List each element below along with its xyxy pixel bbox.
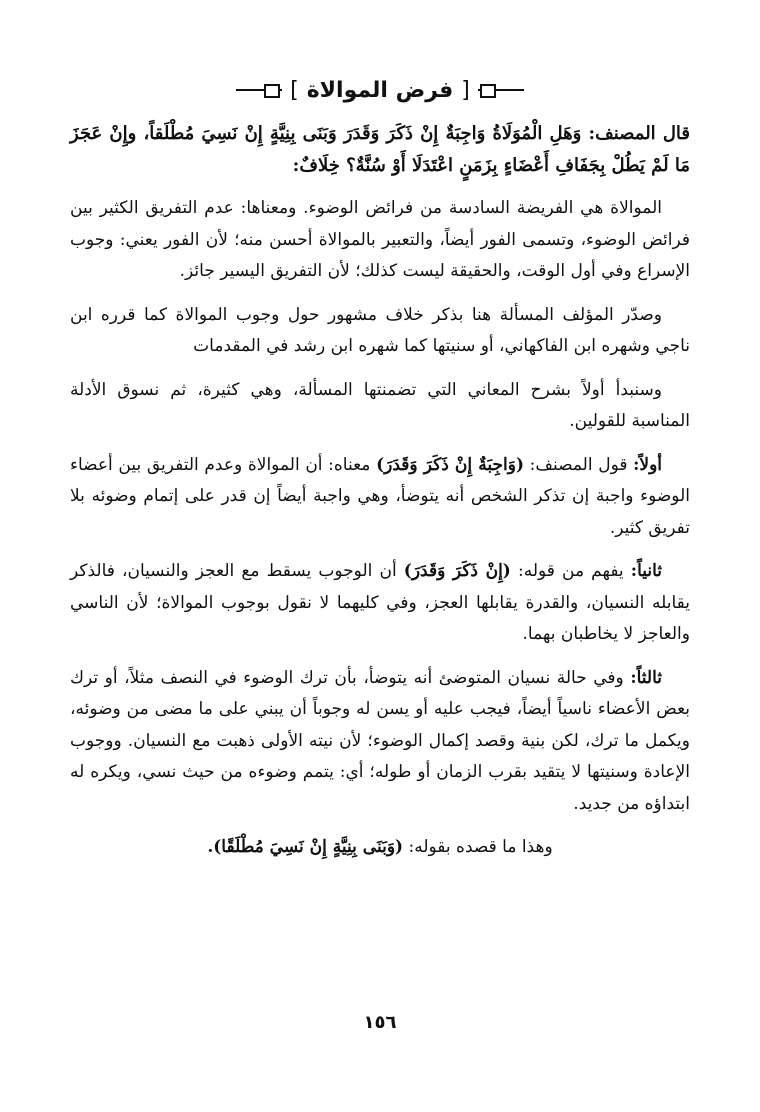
- conclusion-pre: وهذا ما قصده بقوله:: [408, 837, 553, 857]
- page-body: [70, 118, 690, 876]
- first-pre: قول المصنف:: [529, 454, 628, 475]
- chapter-heading: [236, 78, 524, 103]
- paragraph-conclusion: [70, 832, 690, 864]
- third-rest: وفي حالة نسيان المتوضئ أنه يتوضأ، بأن ترك الوضوء في النصف مثلاً، أو ترك بعض الأعضاء ناسياً أيضاً، فيجب عليه أو يسن له وجوباً أن يبني على ما مضى من وضوئه، ويكمل ما ترك، لكن بنية وقصد إكمال الوضوء؛ لأن نيته الأولى ذهبت مع النسيان. ووجوب الإعادة وسنيتها لا يتقيد بقرب الزمان أو طوله؛ أي: يتمم وضوءه من حيث نسي، ويكره له ابتداؤه من جديد.: [70, 667, 690, 814]
- second-quote: (إِنْ ذَكَرَ وَقَدَرَ): [403, 561, 511, 581]
- author-quote-text: وَهَلِ الْمُوَلَاةُ وَاجِبَةٌ إِنْ ذَكَرَ وَقَدَرَ وَبَنَى بِنِيَّةٍ إِنْ نَسِيَ مُطْلَقاً، وإِنْ عَجَزَ مَا لَمْ يَطُلْ بِجَفَافِ أَعْضَاءٍ بِزَمَنٍ اعْتَدَلَا أَوْ سُنَّةٌ؟ خِلَافٌ:: [70, 123, 690, 176]
- paragraph-second: [70, 556, 690, 651]
- paragraph-definition: الموالاة هي الفريضة السادسة من فرائض الوضوء. ومعناها: عدم التفريق الكثير بين فرائض الوضوء، وتسمى الفور أيضاً، والتعبير بالموالاة أحسن منه؛ لأن الفور يعني: وجوب الإسراع وفي أول الوقت، والحقيقة ليست كذلك؛ لأن التفريق اليسير جائز.: [70, 198, 690, 281]
- conclusion-quote: (وَبَنَى بِنِيَّةٍ إِنْ نَسِيَ مُطْلَقًا).: [207, 837, 404, 857]
- second-label: ثانياً:: [630, 561, 663, 581]
- paragraph-plan: وسنبدأ أولاً بشرح المعاني التي تضمنتها المسألة، وهي كثيرة، ثم نسوق الأدلة المناسبة للقولين.: [70, 379, 690, 431]
- first-label: أولاً:: [633, 454, 663, 475]
- chapter-heading-row: [0, 70, 760, 110]
- first-quote: (وَاجِبَةٌ إِنْ ذَكَرَ وَقَدَرَ): [376, 454, 525, 475]
- heading-bracket-open: [: [461, 77, 470, 103]
- author-quote-label: قال المصنف:: [588, 123, 690, 144]
- heading-ornament-right: [478, 84, 524, 96]
- paragraph-first: [70, 450, 690, 545]
- paragraph-dispute: وصدّر المؤلف المسألة هنا بذكر خلاف مشهور حول وجوب الموالاة كما قرره ابن ناجي وشهره ابن الفاكهاني، أو سنيتها كما شهره ابن رشد في المقدمات: [70, 304, 690, 356]
- second-rest: أن الوجوب يسقط مع العجز والنسيان، فالذكر يقابله النسيان، والقدرة يقابلها العجز، وفي كليهما لا نقول بوجوب الموالاة؛ لأن الناسي والعاجز لا يخاطبان بهما.: [70, 561, 690, 644]
- second-pre: يفهم من قوله:: [517, 561, 624, 581]
- heading-bracket-close: ]: [290, 77, 299, 103]
- first-rest: معناه: أن الموالاة وعدم التفريق بين أعضاء الوضوء واجبة إن تذكر الشخص أنه يتوضأ، وهي واجبة أيضاً إن قدر على إتمام وضوئه بلا تفريق كثير.: [70, 454, 690, 538]
- third-label: ثالثاً:: [630, 667, 662, 688]
- heading-text: فرض الموالاة: [306, 77, 454, 103]
- author-quote: [70, 118, 690, 181]
- paragraph-third: [70, 663, 690, 821]
- heading-ornament-left: [236, 84, 282, 96]
- page-number: ١٥٦: [363, 1012, 397, 1033]
